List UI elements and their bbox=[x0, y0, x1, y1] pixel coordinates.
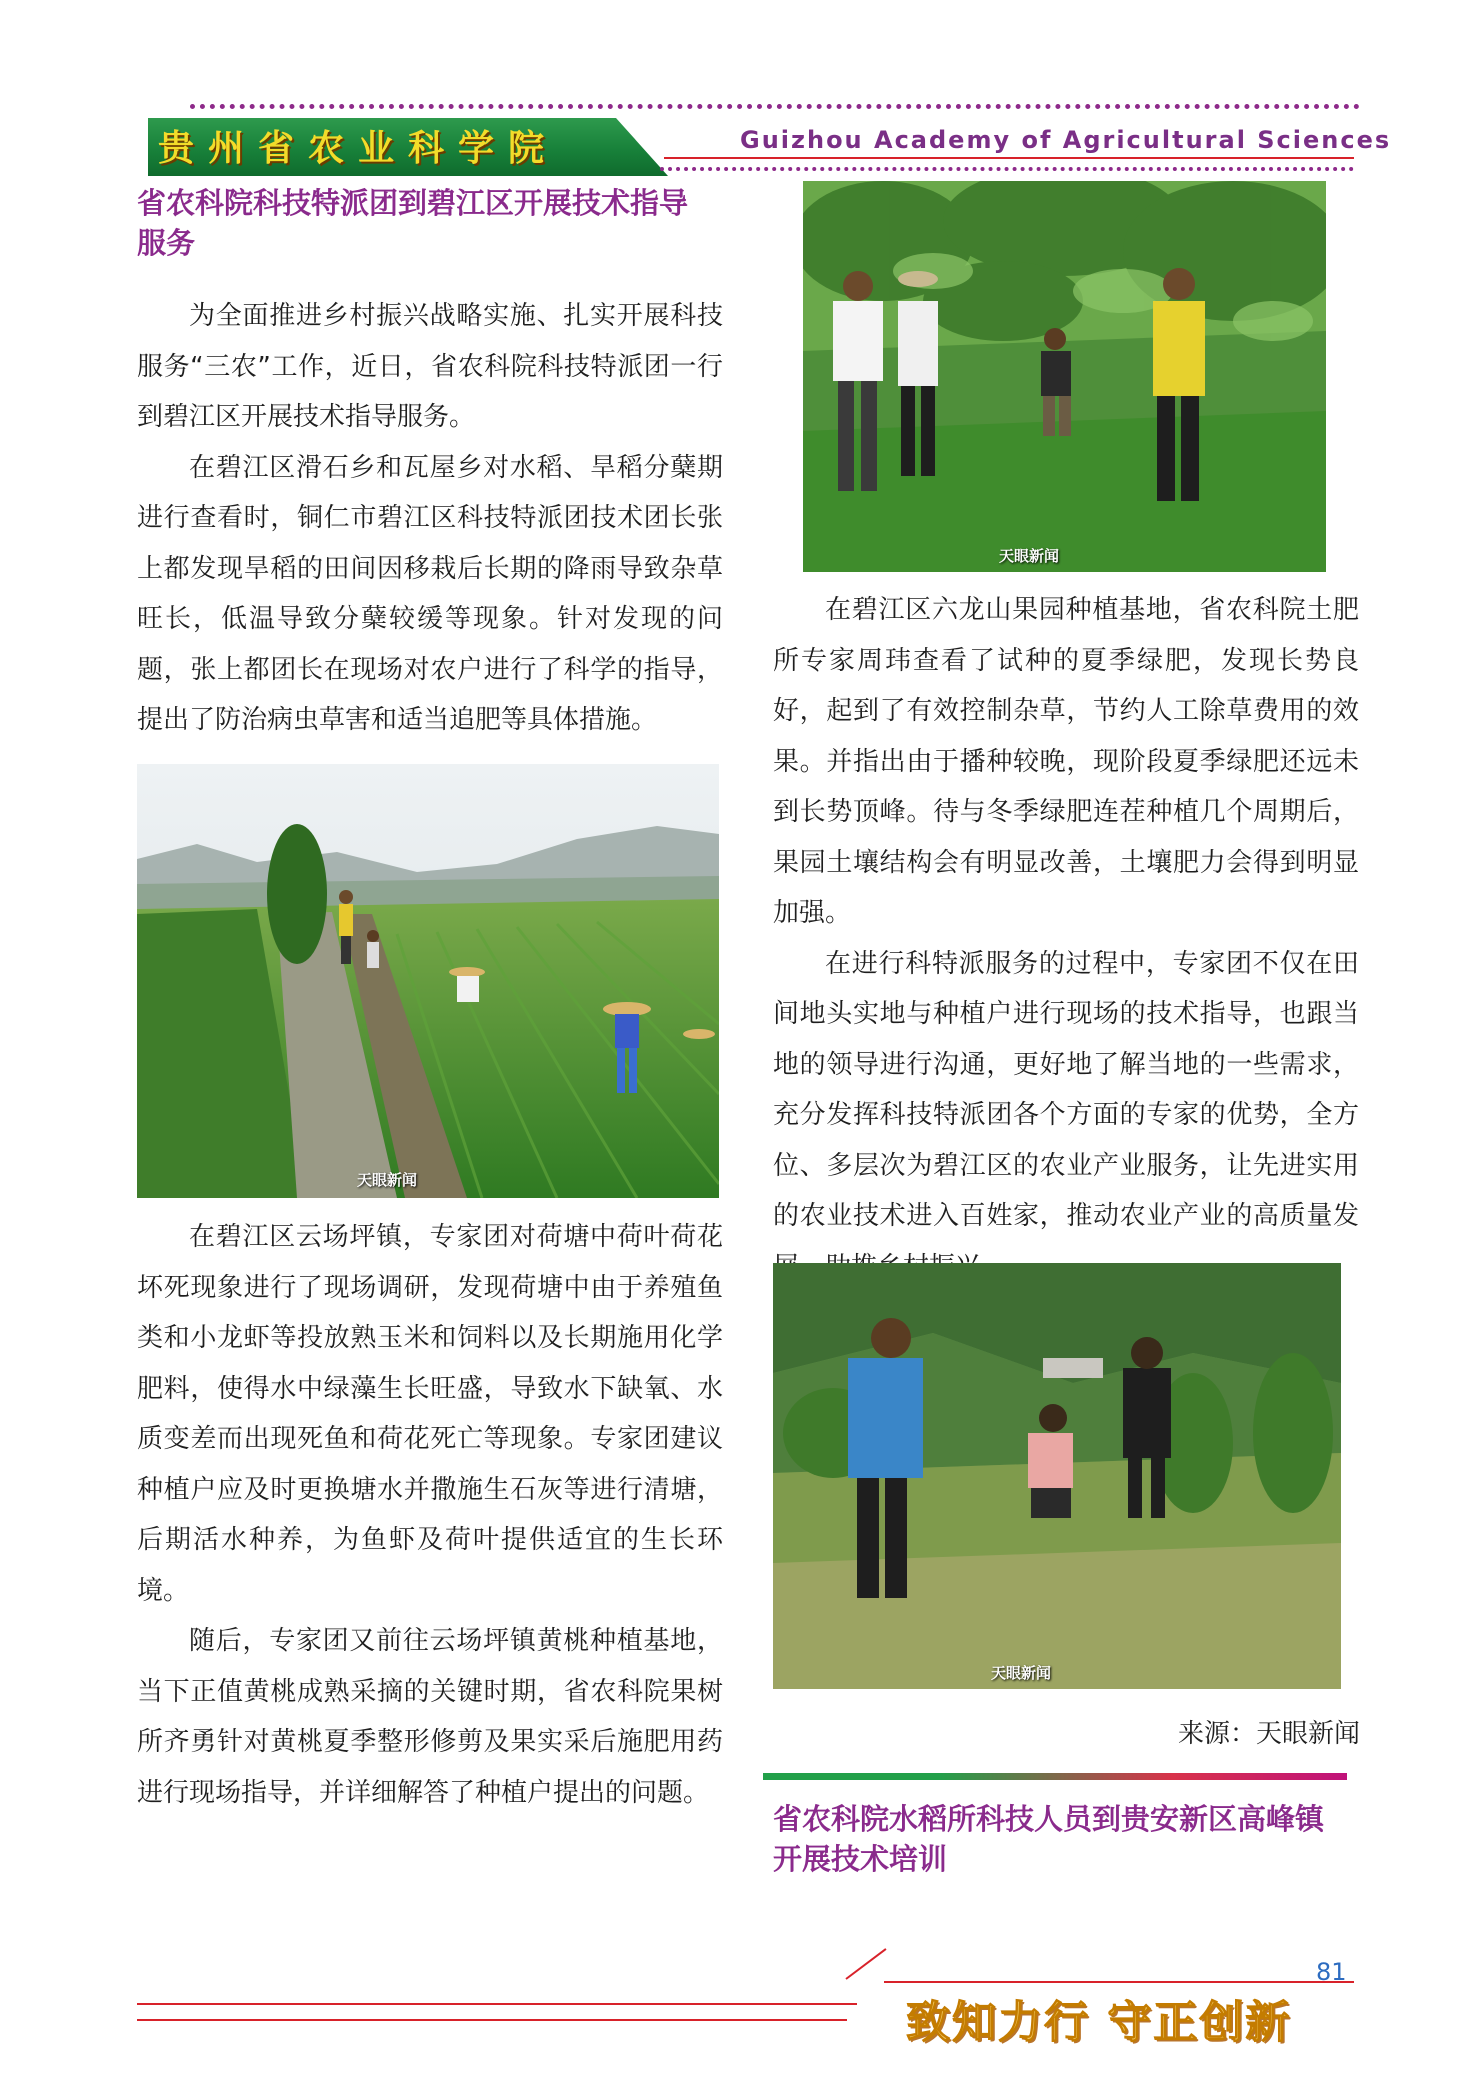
source-credit: 来源：天眼新闻 bbox=[1177, 1719, 1360, 1749]
article2-title-line1: 省农科院水稻所科技人员到贵安新区高峰镇 bbox=[773, 1802, 1325, 1836]
section-separator bbox=[763, 1773, 1347, 1780]
photo-orchard-inspection bbox=[803, 181, 1326, 572]
header-dotted-underline bbox=[660, 167, 1354, 171]
header-red-rule bbox=[664, 157, 1354, 159]
farmer-figure bbox=[339, 890, 353, 964]
article-title-line1: 省农科院科技特派团到碧江区开展技术指导 bbox=[137, 186, 689, 220]
left-column-top-text bbox=[137, 291, 723, 746]
footer-rule-diagonal bbox=[845, 1948, 886, 1980]
paragraph: 在碧江区六龙山果园种植基地，省农科院土肥所专家周玮查看了试种的夏季绿肥，发现长势良好，起到了有效控制杂草，节约人工除草费用的效果。并指出由于播种较晚，现阶段夏季绿肥还远未到长势顶峰。待与冬季绿肥连茬种植几个周期后，果园土壤结构会有明显改善，土壤肥力会得到明显加强。 bbox=[773, 595, 1359, 928]
paragraph: 在碧江区云场坪镇，专家团对荷塘中荷叶荷花坏死现象进行了现场调研，发现荷塘中由于养殖鱼类和小龙虾等投放熟玉米和饲料以及长期施用化学肥料，使得水中绿藻生长旺盛，导致水下缺氧、水质变差而出现死鱼和荷花死亡等现象。专家团建议种植户应及时更换塘水并撒施生石灰等进行清塘，后期活水种养，为鱼虾及荷叶提供适宜的生长环境。 bbox=[137, 1222, 723, 1606]
photo-watermark: 天眼新闻 bbox=[991, 1664, 1052, 1682]
footer-rule-1 bbox=[137, 2003, 857, 2005]
footer-rule-top bbox=[884, 1981, 1354, 1983]
paragraph: 为全面推进乡村振兴战略实施、扎实开展科技服务“三农”工作，近日，省农科院科技特派团一行到碧江区开展技术指导服务。 bbox=[137, 301, 723, 432]
left-column-bottom-text bbox=[137, 1212, 723, 1818]
photo-hillside-field bbox=[773, 1263, 1341, 1689]
article2-title-line2: 开展技术培训 bbox=[773, 1842, 948, 1876]
paragraph: 在进行科特派服务的过程中，专家团不仅在田间地头实地与种植户进行现场的技术指导，也跟当地的领导进行沟通，更好地了解当地的一些需求，充分发挥科技特派团各个方面的专家的优势，全方位、多层次为碧江区的农业产业服务，让先进实用的农业技术进入百姓家，推动农业产业的高质量发 bbox=[773, 948, 1359, 1231]
orchard-image bbox=[803, 181, 1326, 572]
header-dotted-line bbox=[190, 104, 1360, 109]
footer-rule-2 bbox=[137, 2019, 847, 2021]
paragraph: 随后，专家团又前往云场坪镇黄桃种植基地，当下正值黄桃成熟采摘的关键时期，省农科院果树所齐勇针对黄桃夏季整形修剪及果实采后施肥用药进行现场指导，并详细解答了种植户提出的问题。 bbox=[137, 1626, 723, 1808]
photo-rice-field bbox=[137, 764, 719, 1198]
header-title-en: Guizhou Academy of Agricultural Sciences bbox=[740, 126, 1392, 154]
hillside-image bbox=[773, 1263, 1341, 1689]
page-number: 81 bbox=[1316, 1958, 1347, 1986]
photo-watermark: 天眼新闻 bbox=[999, 547, 1060, 565]
article-title-line2: 服务 bbox=[137, 226, 196, 260]
footer-motto: 致知力行 守正创新 bbox=[906, 1997, 1292, 2048]
article2-title bbox=[773, 1799, 1353, 1879]
photo-watermark: 天眼新闻 bbox=[357, 1171, 418, 1189]
right-column-text bbox=[773, 585, 1359, 1292]
header-title-cn: 贵州省农业科学院 bbox=[158, 127, 559, 169]
article-title bbox=[137, 183, 727, 263]
rice-field-image bbox=[137, 764, 719, 1198]
paragraph: 在碧江区滑石乡和瓦屋乡对水稻、旱稻分蘖期进行查看时，铜仁市碧江区科技特派团技术团长张上都发现旱稻的田间因移栽后长期的降雨导致杂草旺长，低温导致分蘖较缓等现象。针对发现的问题，张上都团长在现场对农户进行了科学的指导，提出了防治病虫草害和适当追肥等具体措施。 bbox=[137, 452, 723, 735]
